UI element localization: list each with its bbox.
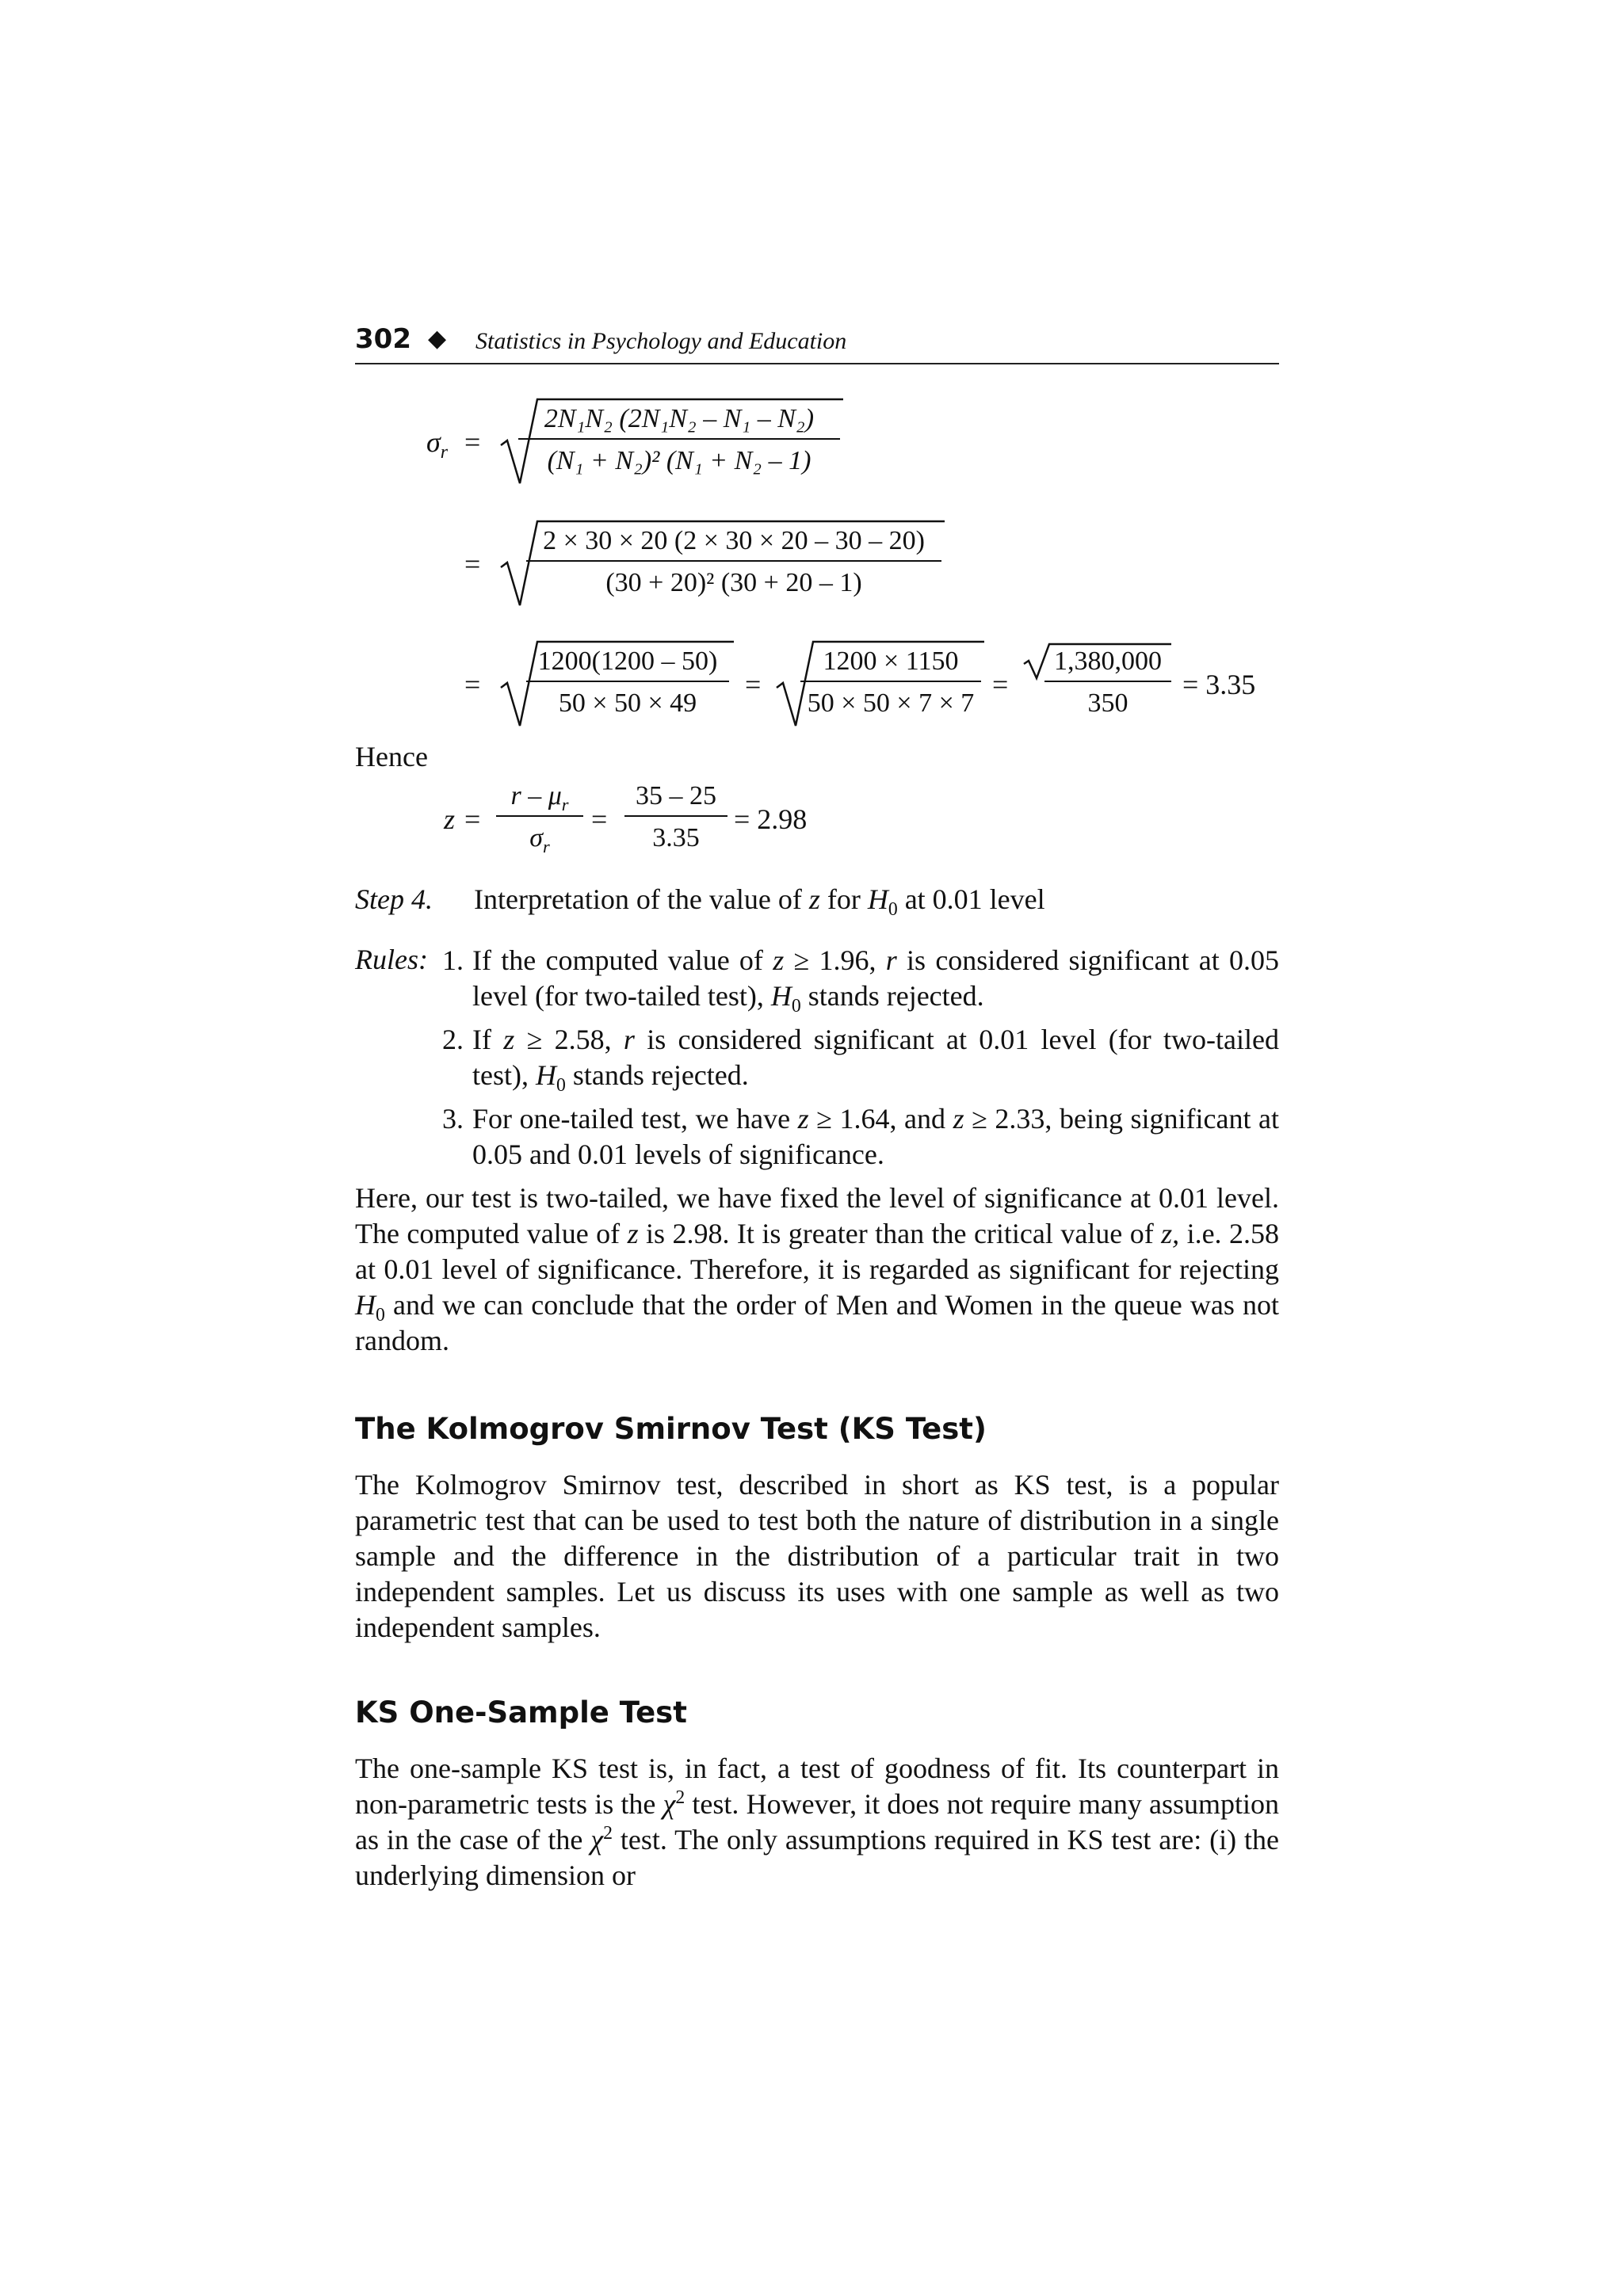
equals-sign: = bbox=[745, 669, 762, 700]
denominator: (N₁ + N₂)² (N₁ + N₂ – 1) bbox=[547, 446, 812, 476]
equals-sign: = bbox=[992, 669, 1009, 700]
z-symbol: z bbox=[444, 803, 456, 835]
section-heading-ks-one-sample: KS One-Sample Test bbox=[355, 1695, 687, 1730]
step-label: Step 4. bbox=[355, 883, 433, 915]
fraction-z-values bbox=[624, 781, 727, 853]
ks-intro-paragraph: The Kolmogrov Smirnov test, described in short as KS test, is a popular parametric test that can be used to test both the nature of distribution in a single sample and the difference in the distribution of a particular trait in two independent samples. Let us discuss its uses with one sample as well as two independent samples. bbox=[355, 1469, 1279, 1643]
ks-one-sample-paragraph: The one-sample KS test is, in fact, a test of goodness of fit. Its counterpart in non-parametric tests is the $\chi^2$ test. However, it does not require many assumption as in the case of the $\chi^2$ test. The only assumptions required in KS test are: (i) the underlying dimension or bbox=[355, 1753, 1280, 1891]
sigma-result: = 3.35 bbox=[1182, 669, 1256, 700]
equals-sign: = bbox=[464, 426, 481, 458]
fraction-step-2 bbox=[800, 646, 981, 719]
equals-sign: = bbox=[591, 803, 608, 835]
equals-sign: = bbox=[464, 548, 481, 580]
rule-item: 3. For one-tailed test, we have z ≥ 1.64, and z ≥ 2.33, being significant at 0.05 and 0.01 levels of significance. bbox=[442, 1103, 1279, 1170]
denominator: 3.35 bbox=[652, 823, 700, 853]
denominator: 50 × 50 × 49 bbox=[558, 688, 697, 719]
numerator: 2 × 30 × 20 (2 × 30 × 20 – 30 – 20) bbox=[526, 526, 941, 562]
section-heading-ks-test: The Kolmogrov Smirnov Test (KS Test) bbox=[355, 1412, 987, 1446]
fraction-step-1 bbox=[526, 646, 729, 719]
hence-label: Hence bbox=[355, 741, 428, 772]
rules-label: Rules: bbox=[355, 944, 428, 975]
equals-sign: = bbox=[464, 803, 481, 835]
conclusion-paragraph: Here, our test is two-tailed, we have fixed the level of significance at 0.01 level. The computed value of z is 2.98. It is greater than the critical value of z, i.e. 2.58 at 0.01 level of significance. Therefore, it is regarded as significant for rejecting $H_0$ and we can conclude that the order of Men and Women in the queue was not random. bbox=[355, 1182, 1279, 1356]
fraction-substitution bbox=[526, 526, 941, 598]
fraction-formula bbox=[518, 404, 840, 476]
running-header bbox=[355, 322, 1279, 364]
diamond-icon: ◆ bbox=[428, 325, 447, 353]
fraction-step-3 bbox=[1044, 646, 1171, 719]
fraction-z-formula bbox=[496, 781, 583, 857]
equals-sign: = bbox=[464, 669, 481, 700]
running-title: Statistics in Psychology and Education bbox=[475, 328, 847, 354]
denominator: $\sigma_r$ bbox=[529, 823, 550, 857]
step-4-line: Step 4. Interpretation of the value of z for $H_0$ at 0.01 level bbox=[355, 883, 1045, 921]
denominator: 350 bbox=[1087, 688, 1128, 719]
numerator: 1,380,000 bbox=[1044, 646, 1171, 682]
rule-item: 2. If z ≥ 2.58, r is considered significant at 0.01 level (for two-tailed test), $H_0$ stands rejected. bbox=[442, 1024, 1279, 1097]
numerator: 35 – 25 bbox=[624, 781, 727, 817]
numerator: r – $\mu_r$ bbox=[496, 781, 583, 817]
rule-item: 1. If the computed value of z ≥ 1.96, r is considered significant at 0.05 level (for two-tailed test), $H_0$ stands rejected. bbox=[442, 944, 1279, 1017]
numerator: 2N₁N₂ (2N₁N₂ – N₁ – N₂) bbox=[518, 404, 840, 440]
z-result: = 2.98 bbox=[734, 803, 808, 835]
denominator: (30 + 20)² (30 + 20 – 1) bbox=[605, 568, 862, 598]
numerator: 1200 × 1150 bbox=[800, 646, 981, 682]
numerator: 1200(1200 – 50) bbox=[526, 646, 729, 682]
page-number: 302 bbox=[355, 323, 411, 355]
denominator: 50 × 50 × 7 × 7 bbox=[807, 688, 975, 719]
sigma-r-symbol: $\sigma_r$ bbox=[426, 426, 449, 463]
